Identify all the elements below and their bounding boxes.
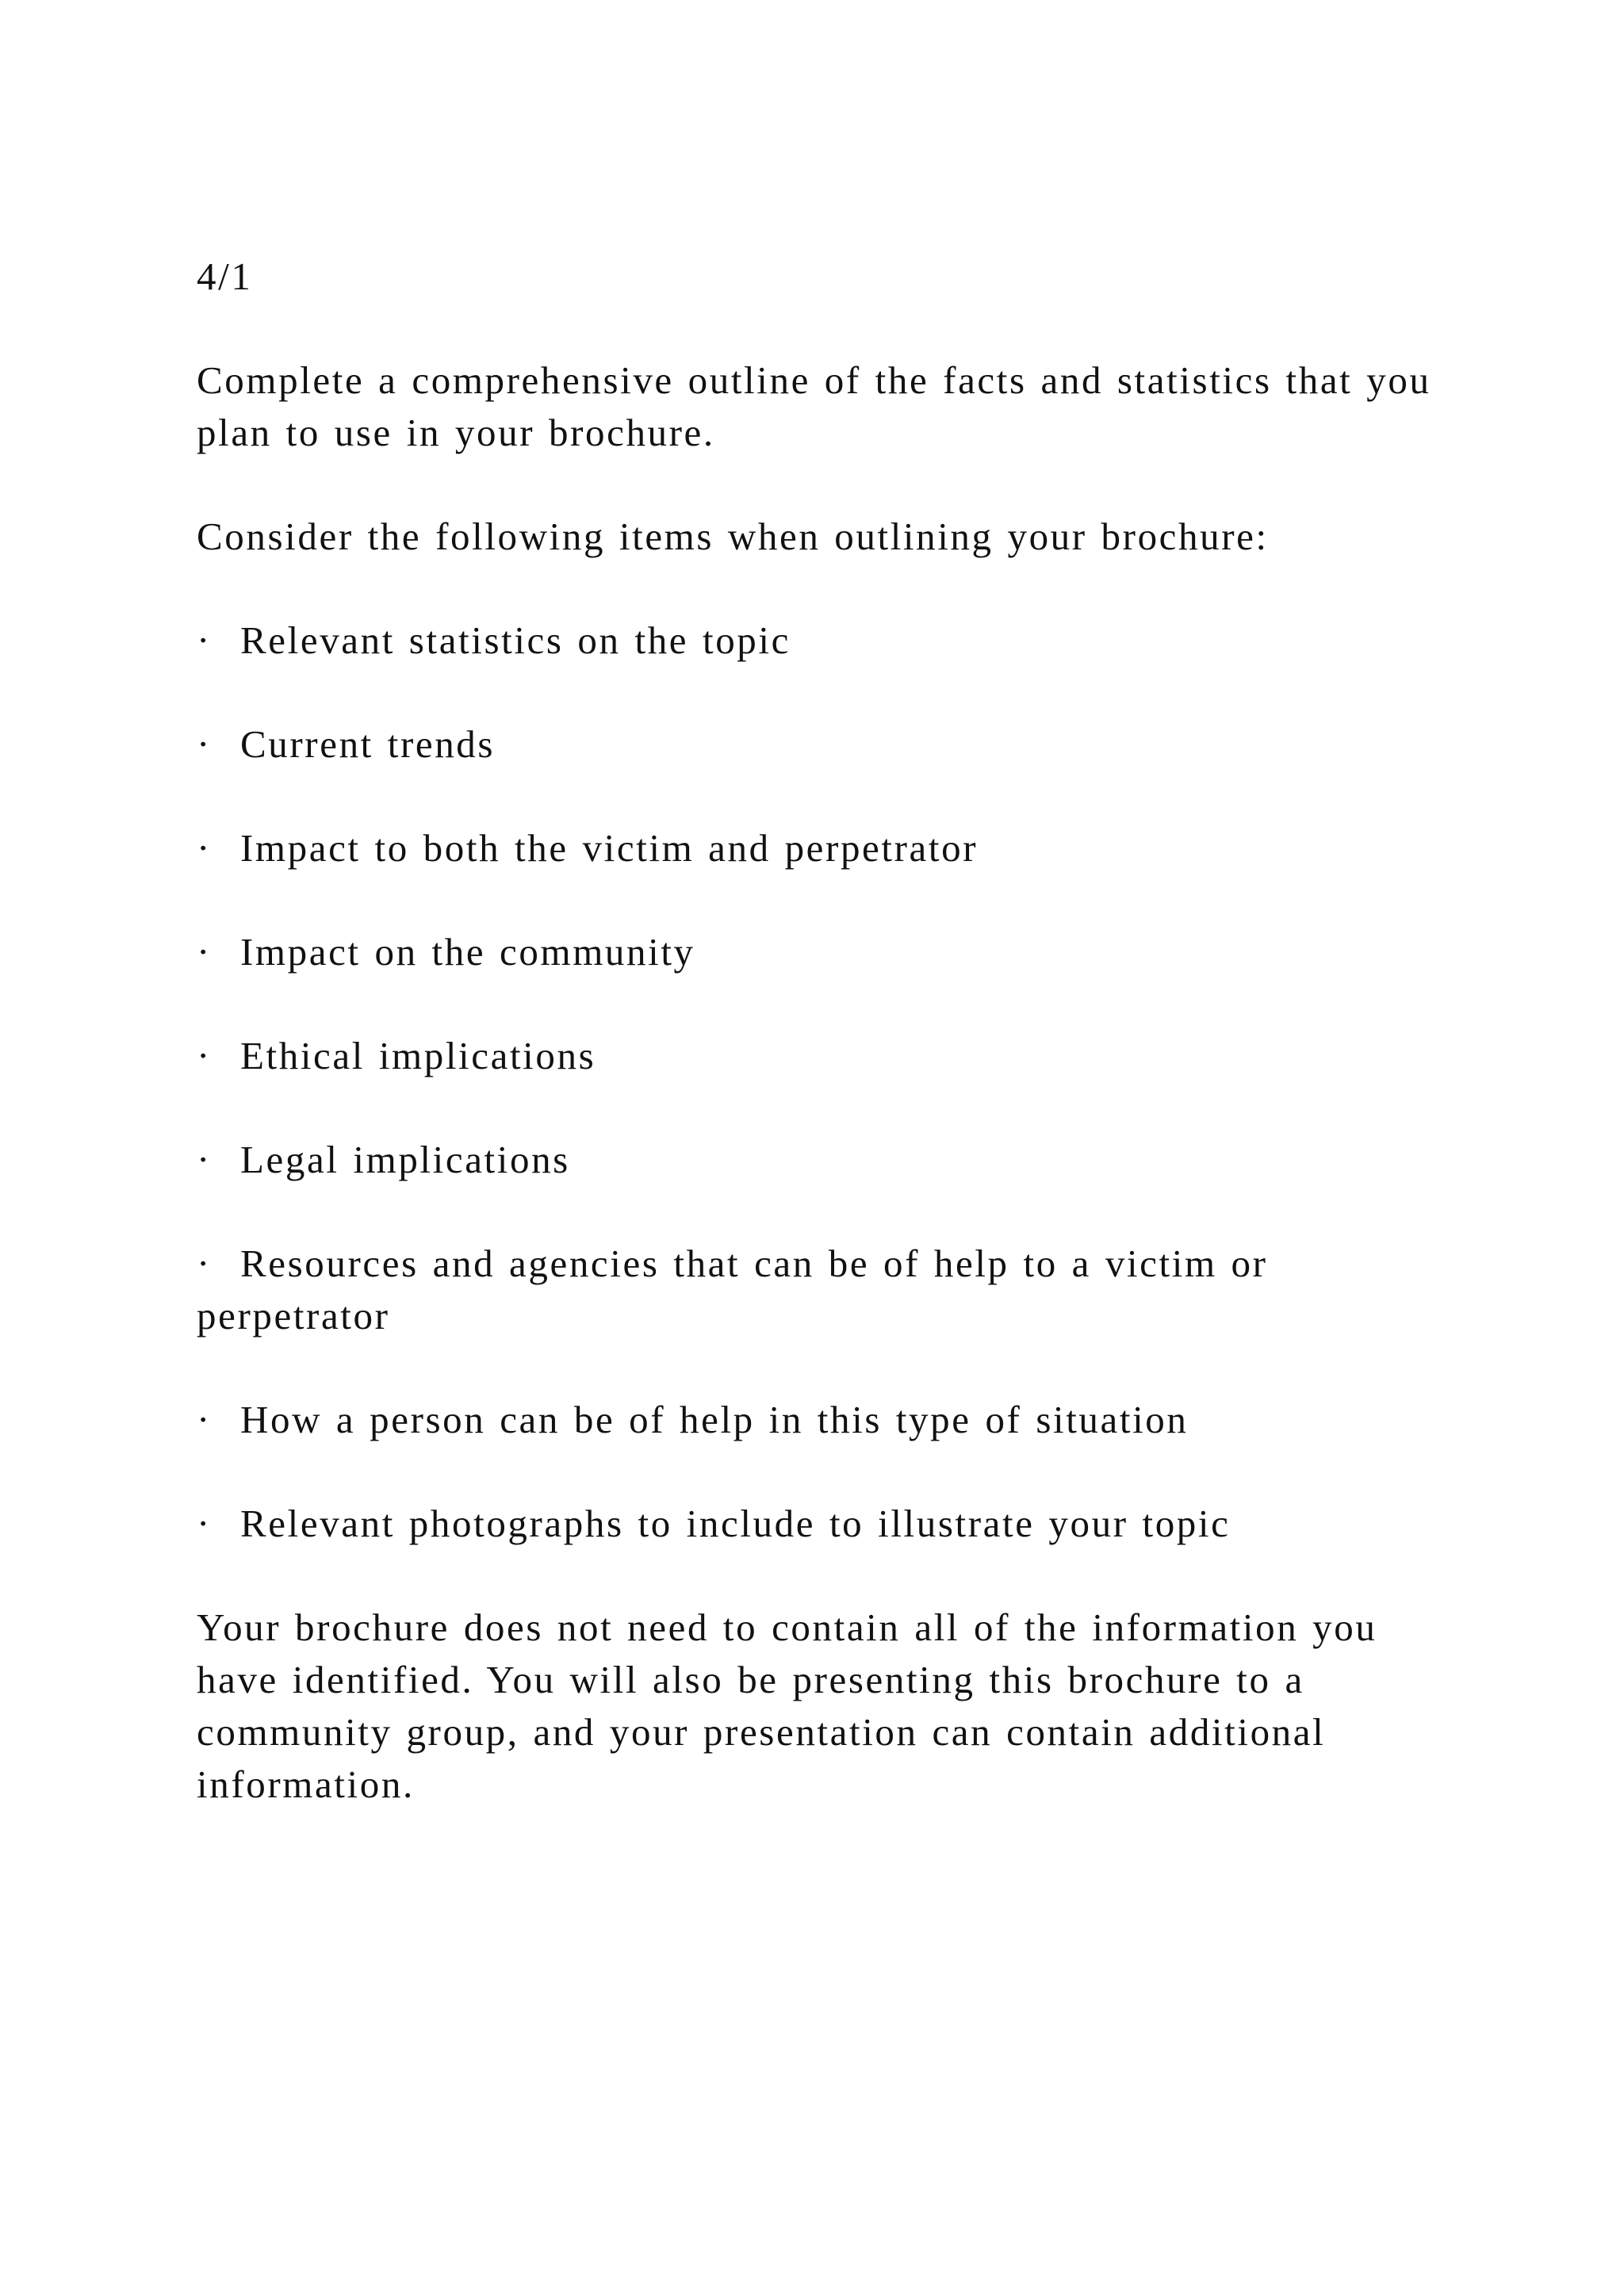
list-item-text: Legal implications: [240, 1138, 570, 1181]
list-item: [197, 1394, 1465, 1446]
closing-paragraph: Your brochure does not need to contain all of the information you have identified. You will also be presenting this brochure to a community group, and your presentation can contain additional information.: [197, 1605, 1377, 1806]
intro-paragraph: Complete a comprehensive outline of the facts and statistics that you plan to use in your brochure.: [197, 358, 1431, 454]
bullet-dot-icon: ·: [197, 1398, 212, 1441]
list-item: [197, 1134, 1465, 1186]
lead-in-paragraph: Consider the following items when outlining your brochure:: [197, 515, 1269, 558]
bullet-dot-icon: ·: [197, 1242, 212, 1285]
bullet-dot-icon: ·: [197, 722, 212, 766]
bullet-dot-icon: ·: [197, 1502, 212, 1545]
list-item: [197, 926, 1465, 978]
list-item: [197, 1498, 1465, 1550]
bullet-dot-icon: ·: [197, 930, 212, 974]
list-item-text: Relevant photographs to include to illustrate your topic: [240, 1502, 1231, 1545]
bullet-dot-icon: ·: [197, 1034, 212, 1077]
bullet-dot-icon: ·: [197, 826, 212, 870]
list-item: [197, 718, 1465, 771]
list-item: [197, 1238, 1465, 1342]
list-item-text: How a person can be of help in this type of situation: [240, 1398, 1189, 1441]
list-item-text: Impact on the community: [240, 930, 695, 974]
bullet-list: [197, 614, 1465, 1550]
list-item-text: Ethical implications: [240, 1034, 596, 1077]
list-item-text: Relevant statistics on the topic: [240, 618, 791, 662]
list-item-text: Impact to both the victim and perpetrator: [240, 826, 979, 870]
list-item-text: Resources and agencies that can be of help to a victim or perpetrator: [197, 1242, 1268, 1337]
list-item: [197, 822, 1465, 874]
bullet-dot-icon: ·: [197, 618, 212, 662]
list-item-text: Current trends: [240, 722, 496, 766]
list-item: [197, 1030, 1465, 1082]
list-item: [197, 614, 1465, 667]
bullet-dot-icon: ·: [197, 1138, 212, 1181]
date-line: 4/1: [197, 254, 253, 298]
document-body: [197, 251, 1465, 1862]
